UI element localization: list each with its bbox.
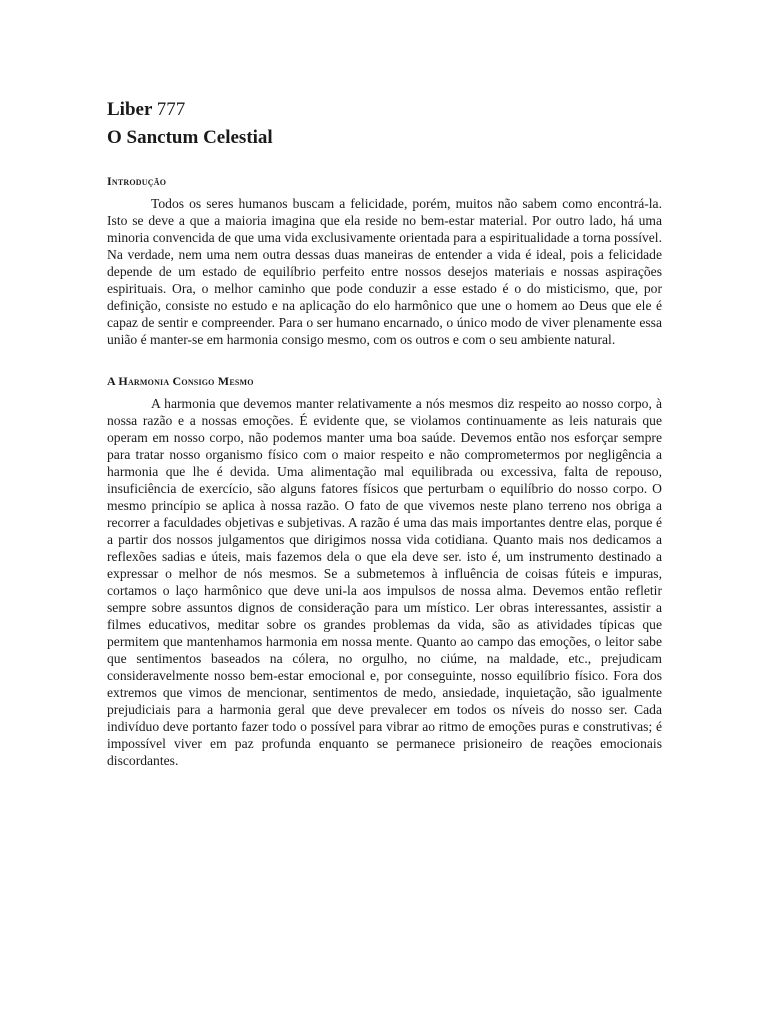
section-heading-harmony: A Harmonia Consigo Mesmo	[107, 374, 254, 388]
paragraph-harmony: A harmonia que devemos manter relativamente a nós mesmos diz respeito ao nosso corpo, à nossa razão e a nossas emoções. É evidente que, se violamos continuamente as leis naturais que operam em nosso corpo, não podemos manter uma boa saúde. Devemos então nos esforçar sempre para tratar nosso organismo físico com o maior respeito e não comprometermos por negligência a harmonia que lhe é devida. Uma alimentação mal equilibrada ou excessiva, falta de repouso, insuficiência de exercício, são alguns fatores físicos que perturbam o equilíbrio do nosso corpo. O mesmo princípio se aplica à nossa razão. O fato de que vivemos neste plano terreno nos obriga a recorrer a faculdades objetivas e subjetivas. A razão é uma das mais importantes dentre elas, porque é a partir dos nossos julgamentos que dirigimos nossa vida cotidiana. Quanto mais nos dedicamos a reflexões sadias e úteis, mais fazemos dela o que ela deve ser. isto é, um instrumento destinado a expressar o melhor de nós mesmos. Se a submetemos à influência de coisas fúteis e impuras, cortamos o laço harmônico que deve uni-la aos impulsos de nossa alma. Devemos então refletir sempre sobre assuntos dignos de consideração para um místico. Ler obras interessantes, assistir a filmes educativos, meditar sobre os grandes problemas da vida, são as atividades típicas que permitem que mantenhamos harmonia em nossa mente. Quanto ao campo das emoções, o leitor sabe que sentimentos baseados na cólera, no orgulho, no ciúme, na maldade, etc., prejudicam consideravelmente nosso bem-estar emocional e, por conseguinte, nosso equilíbrio físico. Fora dos extremos que vimos de mencionar, sentimentos de medo, ansiedade, inquietação, são igualmente prejudiciais para a harmonia geral que deve prevalecer em todos os níveis do nosso ser. Cada indivíduo deve portanto fazer todo o possível para vibrar ao ritmo de emoções puras e construtivas; é impossível viver em paz profunda enquanto se permanece prisioneiro de reações emocionais discordantes.	[107, 396, 662, 768]
title-word: Liber	[107, 99, 153, 120]
document-subtitle: O Sanctum Celestial	[107, 127, 273, 148]
paragraph-introduction: Todos os seres humanos buscam a felicidade, porém, muitos não sabem como encontrá-la. Isto se deve a que a maioria imagina que ela reside no bem-estar material. Por outro lado, há uma minoria convencida de que uma vida exclusivamente orientada para a espiritualidade a torna possível. Na verdade, nem uma nem outra dessas duas maneiras de entender a vida é ideal, pois a felicidade depende de um estado de equilíbrio perfeito entre nossos desejos materiais e nossas aspirações espirituais. Ora, o melhor caminho que pode conduzir a esse estado é o do misticismo, que, por definição, consiste no estudo e na aplicação do elo harmônico que une o homem ao Deus que ele é capaz de sentir e compreender. Para o ser humano encarnado, o único modo de viver plenamente essa união é manter-se em harmonia consigo mesmo, com os outros e com o seu ambiente natural.	[107, 196, 662, 347]
section-heading-introduction: Introdução	[107, 174, 167, 188]
document-body	[107, 96, 662, 769]
document-title	[107, 96, 662, 124]
title-number: 777	[156, 99, 186, 120]
